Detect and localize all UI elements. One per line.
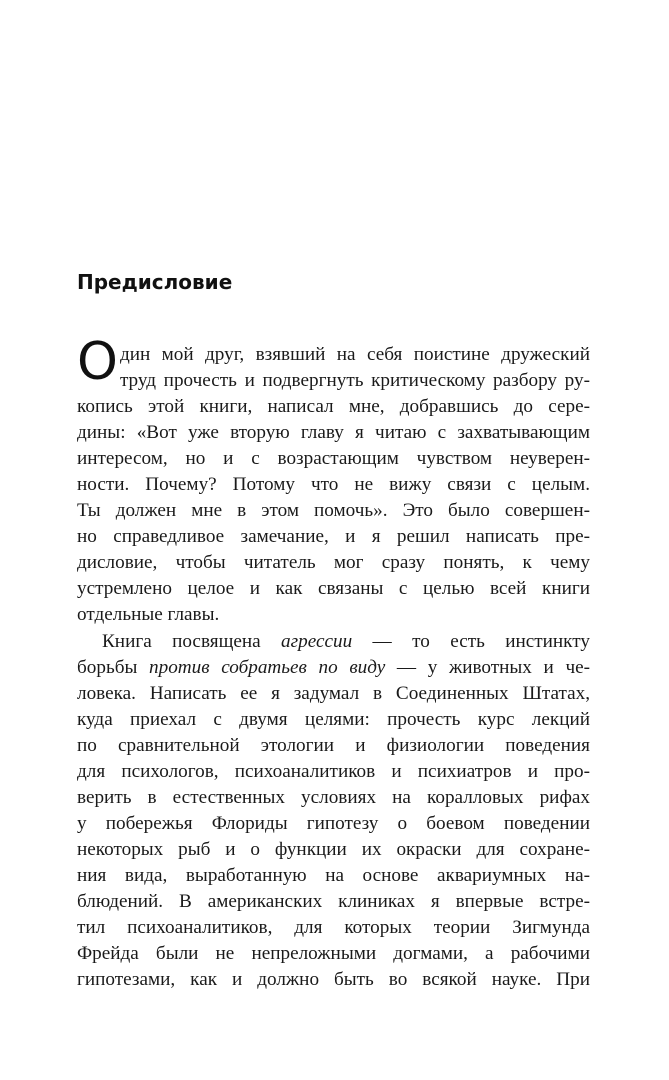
text-line: некоторых рыб и о функции их окраски для сохране- — [77, 838, 590, 860]
paragraph-2 — [77, 629, 590, 994]
text-line: отдельные главы. — [77, 604, 220, 626]
text-line — [77, 655, 590, 681]
text-line: устремлено целое и как связаны с целью всей книги — [77, 578, 590, 600]
section-heading: Предисловие — [77, 270, 233, 294]
text-line: тил психоаналитиков, для которых теории Зигмунда — [77, 917, 590, 939]
paragraph-1 — [77, 332, 590, 629]
text-run: Книга посвящена — [102, 630, 282, 652]
text-line: верить в естественных условиях на коралловых рифах — [77, 786, 590, 808]
text-line: ности. Почему? Потому что не вижу связи с целым. — [77, 474, 590, 496]
text-run: борьбы — [77, 656, 149, 678]
text-line: интересом, но и с возрастающим чувством неуверен- — [77, 448, 590, 470]
text-line: Ты должен мне в этом помочь». Это было совершен- — [77, 500, 590, 522]
text-line: гипотезами, как и должно быть во всякой науке. При — [77, 969, 590, 991]
text-line: копись этой книги, написал мне, добравшись до сере- — [77, 396, 590, 418]
text-line: блюдений. В американских клиниках я впервые встре- — [77, 890, 590, 912]
text-line: по сравнительной этологии и физиологии поведения — [77, 734, 590, 756]
text-line: труд прочесть и подвергнуть критическому разбору ру- — [119, 370, 590, 392]
drop-cap: О — [77, 332, 118, 392]
text-run: — то есть инстинкту — [352, 630, 590, 652]
text-line — [77, 629, 590, 655]
text-line: ния вида, выработанную на основе аквариумных на- — [77, 864, 590, 886]
text-line: для психологов, психоаналитиков и психиатров и про- — [77, 760, 590, 782]
text-run: — у животных и че- — [385, 656, 590, 678]
text-line: у побережья Флориды гипотезу о боевом поведении — [77, 812, 590, 834]
text-line: но справедливое замечание, и я решил написать пре- — [77, 526, 590, 548]
text-line: ловека. Написать ее я задумал в Соединенных Штатах, — [77, 682, 590, 704]
text-line: дины: «Вот уже вторую главу я читаю с захватывающим — [77, 422, 590, 444]
text-line: дисловие, чтобы читатель мог сразу понять, к чему — [77, 552, 590, 574]
text-line: дин мой друг, взявший на себя поистине дружеский — [119, 344, 590, 365]
italic-term: против собратьев по виду — [149, 656, 386, 678]
italic-term: агрессии — [281, 630, 353, 652]
text-line: Фрейда были не непреложными догмами, а рабочими — [77, 943, 590, 965]
body-text — [77, 332, 590, 993]
text-line: куда приехал с двумя целями: прочесть курс лекций — [77, 708, 590, 730]
